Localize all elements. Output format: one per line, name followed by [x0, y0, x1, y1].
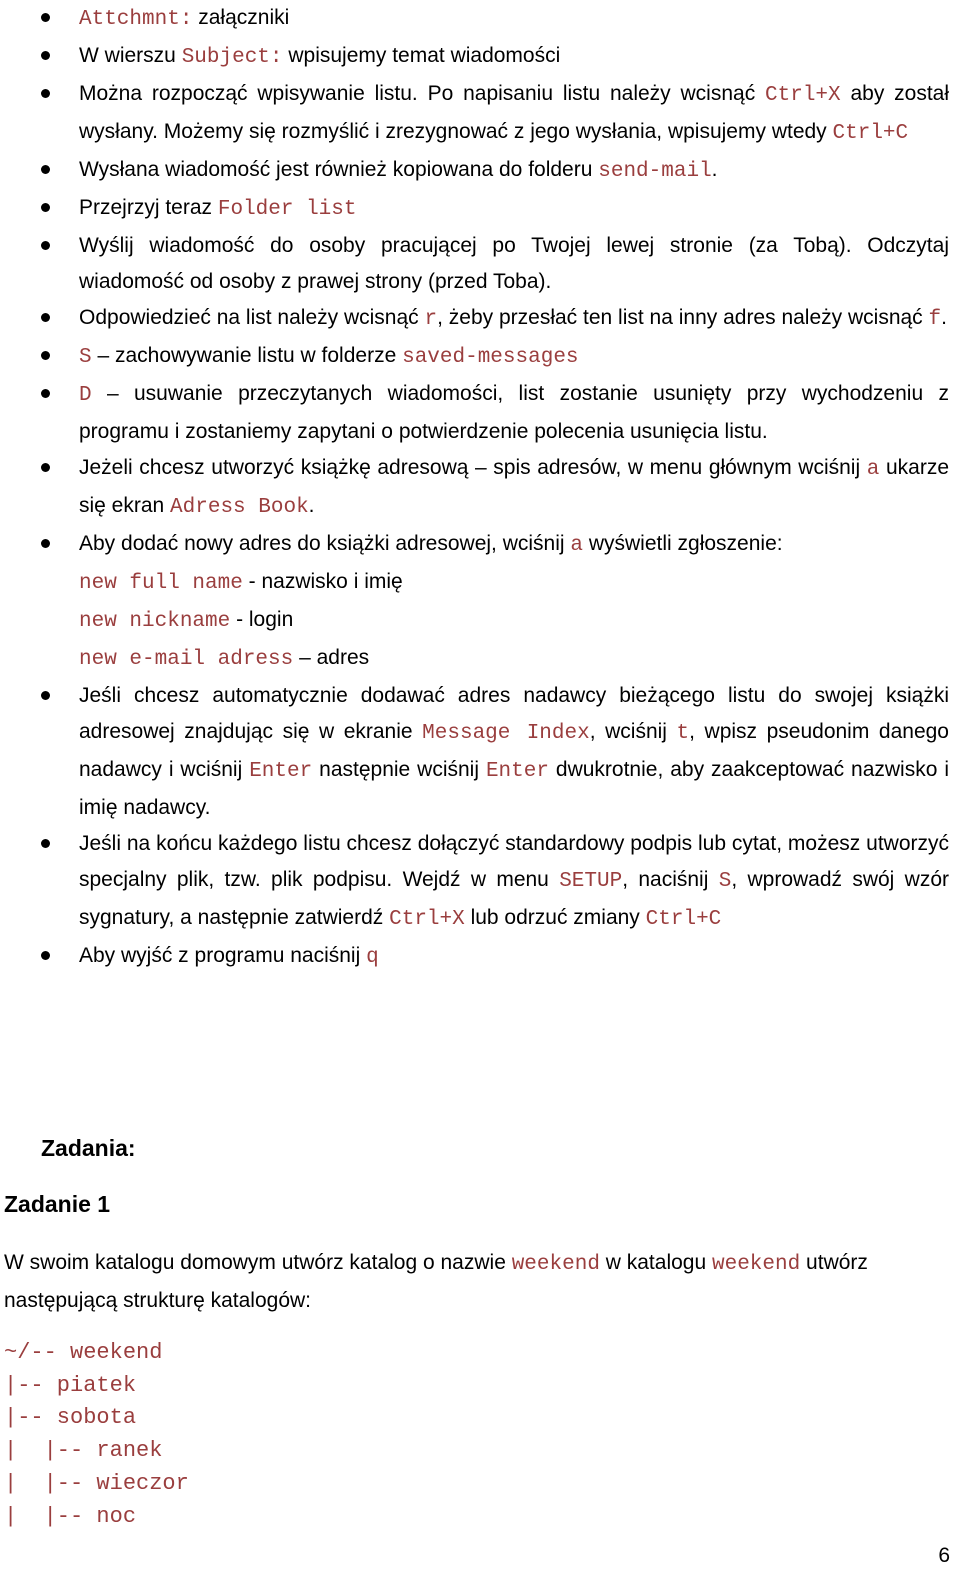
tree-line: | |-- wieczor — [4, 1470, 189, 1496]
text-run: w katalogu — [599, 1251, 712, 1274]
bullet-dot-icon — [41, 51, 50, 60]
bullet-item-sent-mail — [0, 152, 960, 190]
code-token: Attchmnt: — [79, 8, 193, 31]
text-run: . — [308, 494, 315, 517]
text-run: wpisujemy temat wiadomości — [282, 44, 561, 67]
code-token: Enter — [485, 760, 549, 783]
text-run: Odpowiedzieć na list należy wcisnąć — [79, 306, 425, 329]
text-run: – adres — [293, 646, 370, 669]
bullet-item-reply-forward — [0, 300, 960, 338]
code-token: Message Index — [422, 722, 590, 745]
text-run: wyświetli zgłoszenie: — [583, 532, 783, 555]
bullet-dot-icon — [41, 351, 50, 360]
bullet-dot-icon — [41, 165, 50, 174]
text-run: dwukrotnie, aby zaakceptować nazwisko i imię nadawcy. — [79, 758, 950, 819]
code-token: f — [928, 308, 942, 331]
code-token: t — [676, 722, 690, 745]
code-token: a — [570, 534, 584, 557]
bullet-dot-icon — [41, 691, 50, 700]
tree-line: | |-- ranek — [4, 1438, 163, 1464]
text-run: Aby wyjść z programu naciśnij — [79, 944, 367, 967]
code-token: saved-messages — [402, 346, 579, 369]
tree-line: |-- piatek — [4, 1372, 137, 1398]
text-run: , wprowadź swój wzór sygnatury, a następnie zatwierdź — [79, 868, 950, 929]
code-token: a — [866, 458, 880, 481]
page-number: 6 — [938, 1544, 950, 1567]
text-run: następnie wciśnij — [312, 758, 486, 781]
bullet-dot-icon — [41, 539, 50, 548]
code-token: weekend — [712, 1253, 801, 1276]
bullet-item-write-letter — [0, 76, 960, 152]
text-run: Jeżeli chcesz utworzyć książkę adresową – spis adresów, w menu głównym wciśnij — [79, 456, 867, 479]
text-run: lub odrzuć zmiany — [464, 906, 646, 929]
text-run: . — [941, 306, 947, 329]
code-token: new nickname — [79, 610, 231, 633]
tree-line: | |-- noc — [4, 1503, 137, 1529]
directory-tree — [4, 1337, 189, 1533]
code-token: SETUP — [559, 870, 623, 893]
text-run: , wciśnij — [589, 720, 677, 743]
text-run: – usuwanie przeczytanych wiadomości, list zostanie usunięty przy wychodzeniu z programu i zostaniemy zapytani o potwierdzenie polecenia usunięcia listu. — [79, 382, 949, 443]
code-token: D — [79, 384, 92, 407]
code-token: weekend — [511, 1253, 600, 1276]
bullet-item-add-address — [0, 526, 960, 678]
text-run: Aby dodać nowy adres do książki adresowej, wciśnij — [79, 532, 571, 555]
bullet-dot-icon — [41, 463, 50, 472]
code-token: S — [79, 346, 92, 369]
task-1-heading: Zadanie 1 — [4, 1191, 111, 1217]
code-token: Adress Book — [170, 496, 309, 519]
text-run: . — [711, 158, 718, 181]
code-token: q — [366, 946, 379, 969]
code-token: new e-mail adress — [79, 648, 294, 671]
bullet-item-quit — [0, 938, 960, 976]
text-run: , naciśnij — [622, 868, 719, 891]
text-run: Można rozpocząć wpisywanie listu. Po napisaniu listu należy wcisnąć — [79, 82, 766, 105]
bullet-item-auto-add — [0, 678, 960, 826]
text-run: załączniki — [192, 6, 290, 29]
bullet-item-signature — [0, 826, 960, 938]
code-token: Ctrl+X — [765, 84, 841, 107]
tree-line: |-- sobota — [4, 1405, 137, 1431]
text-run: , żeby przesłać ten list na inny adres należy wcisnąć — [437, 306, 929, 329]
bullet-dot-icon — [41, 839, 50, 848]
bullet-item-attachment — [0, 0, 960, 38]
text-run: Wysłana wiadomość jest również kopiowana do folderu — [79, 158, 599, 181]
bullet-dot-icon — [41, 951, 50, 960]
text-run: – zachowywanie listu w folderze — [91, 344, 403, 367]
bullet-item-address-book — [0, 450, 960, 526]
bullet-item-subject — [0, 38, 960, 76]
bullet-item-send-neighbor — [0, 228, 960, 300]
code-token: Subject: — [181, 46, 283, 69]
text-run: - nazwisko i imię — [242, 570, 403, 593]
bullet-item-save — [0, 338, 960, 376]
bullet-dot-icon — [41, 389, 50, 398]
bullet-dot-icon — [41, 241, 50, 250]
code-token: S — [718, 870, 732, 893]
code-token: Ctrl+X — [389, 908, 465, 931]
code-token: new full name — [79, 572, 243, 595]
text-run: W wierszu — [79, 44, 182, 67]
code-token: Folder list — [217, 198, 357, 221]
code-token: r — [424, 308, 438, 331]
code-token: send-mail — [598, 160, 712, 183]
text-run: - login — [230, 608, 294, 631]
text-run: Jeśli chcesz automatycznie dodawać adres nadawcy bieżącego listu do swojej książki adresowej znajdując się w ekranie — [79, 684, 949, 743]
text-run: , wpisz pseudonim danego nadawcy i wciśnij — [79, 720, 949, 781]
text-run: ukarze się ekran — [79, 456, 949, 517]
code-token: Ctrl+C — [645, 908, 722, 931]
tasks-heading: Zadania: — [41, 1135, 136, 1161]
text-run: Przejrzyj teraz — [79, 196, 218, 219]
bullet-dot-icon — [41, 89, 50, 98]
bullet-dot-icon — [41, 13, 50, 22]
text-run: utwórz następującą strukturę katalogów: — [4, 1251, 868, 1312]
bullet-dot-icon — [41, 203, 50, 212]
code-token: Enter — [249, 760, 313, 783]
text-run: aby został wysłany. Możemy się rozmyślić i zrezygnować z jego wysłania, wpisujemy wtedy — [79, 82, 949, 143]
task-1-paragraph — [4, 1245, 914, 1319]
tree-line: ~/-- weekend — [4, 1340, 163, 1365]
code-token: Ctrl+C — [832, 122, 909, 145]
text-run: W swoim katalogu domowym utwórz katalog o nazwie — [4, 1251, 512, 1274]
bullet-dot-icon — [41, 313, 50, 322]
text-run: Wyślij wiadomość do osoby pracującej po Twojej lewej stronie (za Tobą). Odczytaj wiadomość od osoby z prawej strony (przed Toba). — [79, 234, 949, 293]
bullet-item-delete — [0, 376, 960, 450]
text-run: Jeśli na końcu każdego listu chcesz dołączyć standardowy podpis lub cytat, możesz utworzyć specjalny plik, tzw. plik podpisu. Wejdź w menu — [79, 832, 949, 891]
bullet-item-folder-list — [0, 190, 960, 228]
